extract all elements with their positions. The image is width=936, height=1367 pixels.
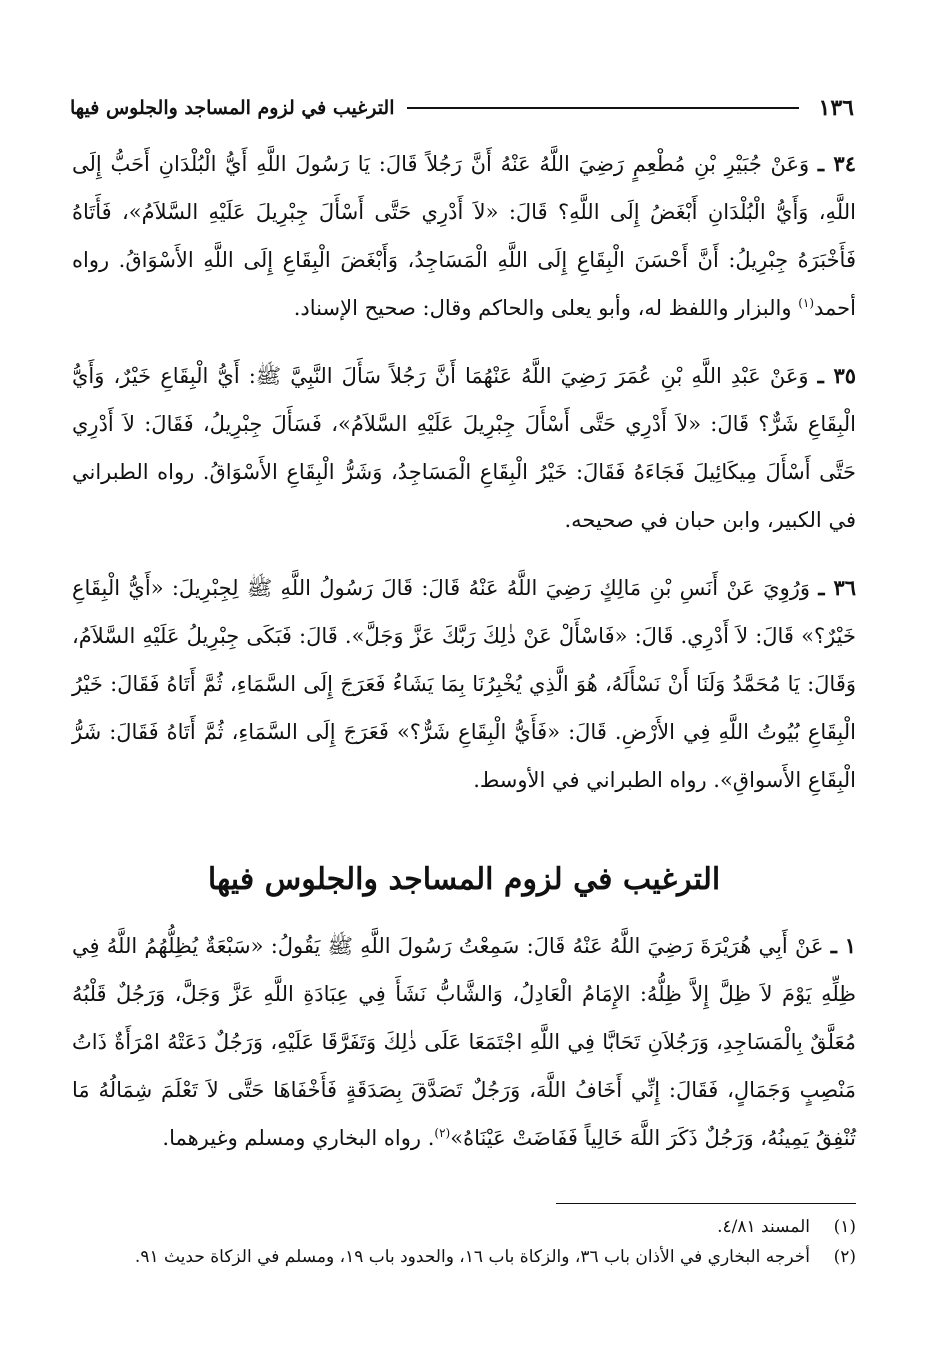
- running-header: [70, 88, 854, 128]
- footnote-text: المسند ٤/٨١.: [717, 1217, 810, 1237]
- hadith-text: عَنْ أَبِي هُرَيْرَةَ رَضِيَ اللَّهُ عَنْهُ قَالَ: سَمِعْتُ رَسُولَ اللَّهِ ﷺ يَقُولُ: «سَبْعَةٌ يُظِلُّهُمُ اللَّهُ فِي ظِلِّهِ يَوْمَ لاَ ظِلَّ إِلاَّ ظِلُّهُ: الإِمَامُ الْعَادِلُ، وَالشَّابُّ نَشَأَ فِي عِبَادَةِ اللَّهِ عَزَّ وَجَلَّ، وَرَجُلٌ قَلْبُهُ مُعَلَّقٌ بِالْمَسَاجِدِ، وَرَجُلاَنِ تَحَابَّا فِي اللَّهِ اجْتَمَعَا عَلَى ذٰلِكَ وَتَفَرَّقَا عَلَيْهِ، وَرَجُلٌ دَعَتْهُ امْرَأَةٌ ذَاتُ مَنْصِبٍ وَجَمَالٍ، فَقَالَ: إِنِّي أَخَافُ اللَّهَ، وَرَجُلٌ تَصَدَّقَ بِصَدَقَةٍ فَأَخْفَاهَا حَتَّى لاَ تَعْلَمَ شِمَالُهُ مَا تُنْفِقُ يَمِينُهُ، وَرَجُلٌ ذَكَرَ اللَّهَ خَالِياً فَفَاضَتْ عَيْنَاهُ»: [72, 934, 856, 1150]
- hadith-number: ٣٤ ـ: [817, 151, 856, 176]
- hadith-number: ٣٥ ـ: [817, 363, 856, 388]
- hadith-section-1: [72, 922, 856, 1162]
- footnote-ref: (٢): [434, 1126, 451, 1140]
- footnote-divider: [556, 1203, 856, 1204]
- hadith-source: والبزار واللفظ له، وأبو يعلى والحاكم وقال: صحيح الإسناد.: [293, 296, 799, 320]
- footnote-2: [72, 1242, 856, 1272]
- hadith-35: [72, 352, 856, 544]
- page-content: [72, 140, 856, 1162]
- hadith-source: . رواه البخاري ومسلم وغيرهما.: [162, 1126, 435, 1150]
- header-rule: [407, 107, 799, 109]
- running-title: الترغيب في لزوم المساجد والجلوس فيها: [70, 97, 395, 119]
- footnote-number: (١): [833, 1217, 856, 1237]
- hadith-text: وَرُوِيَ عَنْ أَنَسِ بْنِ مَالِكٍ رَضِيَ اللَّهُ عَنْهُ قَالَ: قَالَ رَسُولُ اللَّهِ ﷺ لِجِبْرِيلَ: «أَيُّ الْبِقَاعِ خَيْرٌ؟» قَالَ: لاَ أَدْرِي. قَالَ: «فَاسْأَلْ عَنْ ذٰلِكَ رَبَّكَ عَزَّ وَجَلَّ». قَالَ: فَبَكَى جِبْرِيلُ عَلَيْهِ السَّلاَمُ، وَقَالَ: يَا مُحَمَّدُ وَلَنَا أَنْ نَسْأَلَهُ، هُوَ الَّذِي يُخْبِرُنَا بِمَا يَشَاءُ فَعَرَجَ إِلَى السَّمَاءِ، ثُمَّ أَتَاهُ فَقَالَ: خَيْرُ الْبِقَاعِ بُيُوتُ اللَّهِ فِي الأَرْضِ. قَالَ: «فَأَيُّ الْبِقَاعِ شَرٌّ؟» فَعَرَجَ إِلَى السَّمَاءِ، ثُمَّ أَتَاهُ فَقَالَ: شَرُّ الْبِقَاعِ الأَسواقِ». رواه الطبراني في الأوسط.: [72, 576, 856, 792]
- hadith-36: [72, 564, 856, 804]
- hadith-number: ١ ـ: [830, 933, 856, 958]
- footnote-number: (٢): [833, 1247, 856, 1267]
- page-number: ١٣٦: [818, 95, 854, 121]
- hadith-text: وَعَنْ جُبَيْرِ بْنِ مُطْعِمٍ رَضِيَ اللَّهُ عَنْهُ أَنَّ رَجُلاً قَالَ: يَا رَسُولَ اللَّهِ أَيُّ الْبُلْدَانِ أَحَبُّ إِلَى اللَّهِ، وَأَيُّ الْبُلْدَانِ أَبْغَضُ إِلَى اللَّهِ؟ قَالَ: «لاَ أَدْرِي حَتَّى أَسْأَلَ جِبْرِيلَ عَلَيْهِ السَّلاَمُ»، فَأَتَاهُ فَأَخْبَرَهُ جِبْرِيلُ: أَنَّ أَحْسَنَ الْبِقَاعِ إِلَى اللَّهِ الْمَسَاجِدُ، وَأَبْغَضَ الْبِقَاعِ إِلَى اللَّهِ الأَسْوَاقُ. رواه أحمد: [72, 152, 856, 320]
- section-title: الترغيب في لزوم المساجد والجلوس فيها: [207, 862, 721, 897]
- hadith-number: ٣٦ ـ: [818, 575, 856, 600]
- hadith-text: وَعَنْ عَبْدِ اللَّهِ بْنِ عُمَرَ رَضِيَ اللَّهُ عَنْهُمَا أَنَّ رَجُلاً سَأَلَ النَّبِيَّ ﷺ: أَيُّ الْبِقَاعِ خَيْرٌ، وَأَيُّ الْبِقَاعِ شَرٌّ؟ قَالَ: «لاَ أَدْرِي حَتَّى أَسْأَلَ جِبْرِيلَ عَلَيْهِ السَّلاَمُ»، فَسَأَلَ جِبْرِيلُ، فَقَالَ: لاَ أَدْرِي حَتَّى أَسْأَلَ مِيكَائِيلَ فَجَاءَهُ فَقَالَ: خَيْرُ الْبِقَاعِ الْمَسَاجِدُ، وَشَرُّ الْبِقَاعِ الأَسْوَاقُ. رواه الطبراني في الكبير، وابن حبان في صحيحه.: [72, 364, 856, 532]
- footnote-text: أخرجه البخاري في الأذان باب ٣٦، والزكاة باب ١٦، والحدود باب ١٩، ومسلم في الزكاة حديث ٩١.: [134, 1247, 810, 1267]
- footnote-1: [72, 1212, 856, 1242]
- hadith-34: [72, 140, 856, 332]
- footnote-ref: (١): [798, 296, 815, 310]
- footnotes: [72, 1212, 856, 1272]
